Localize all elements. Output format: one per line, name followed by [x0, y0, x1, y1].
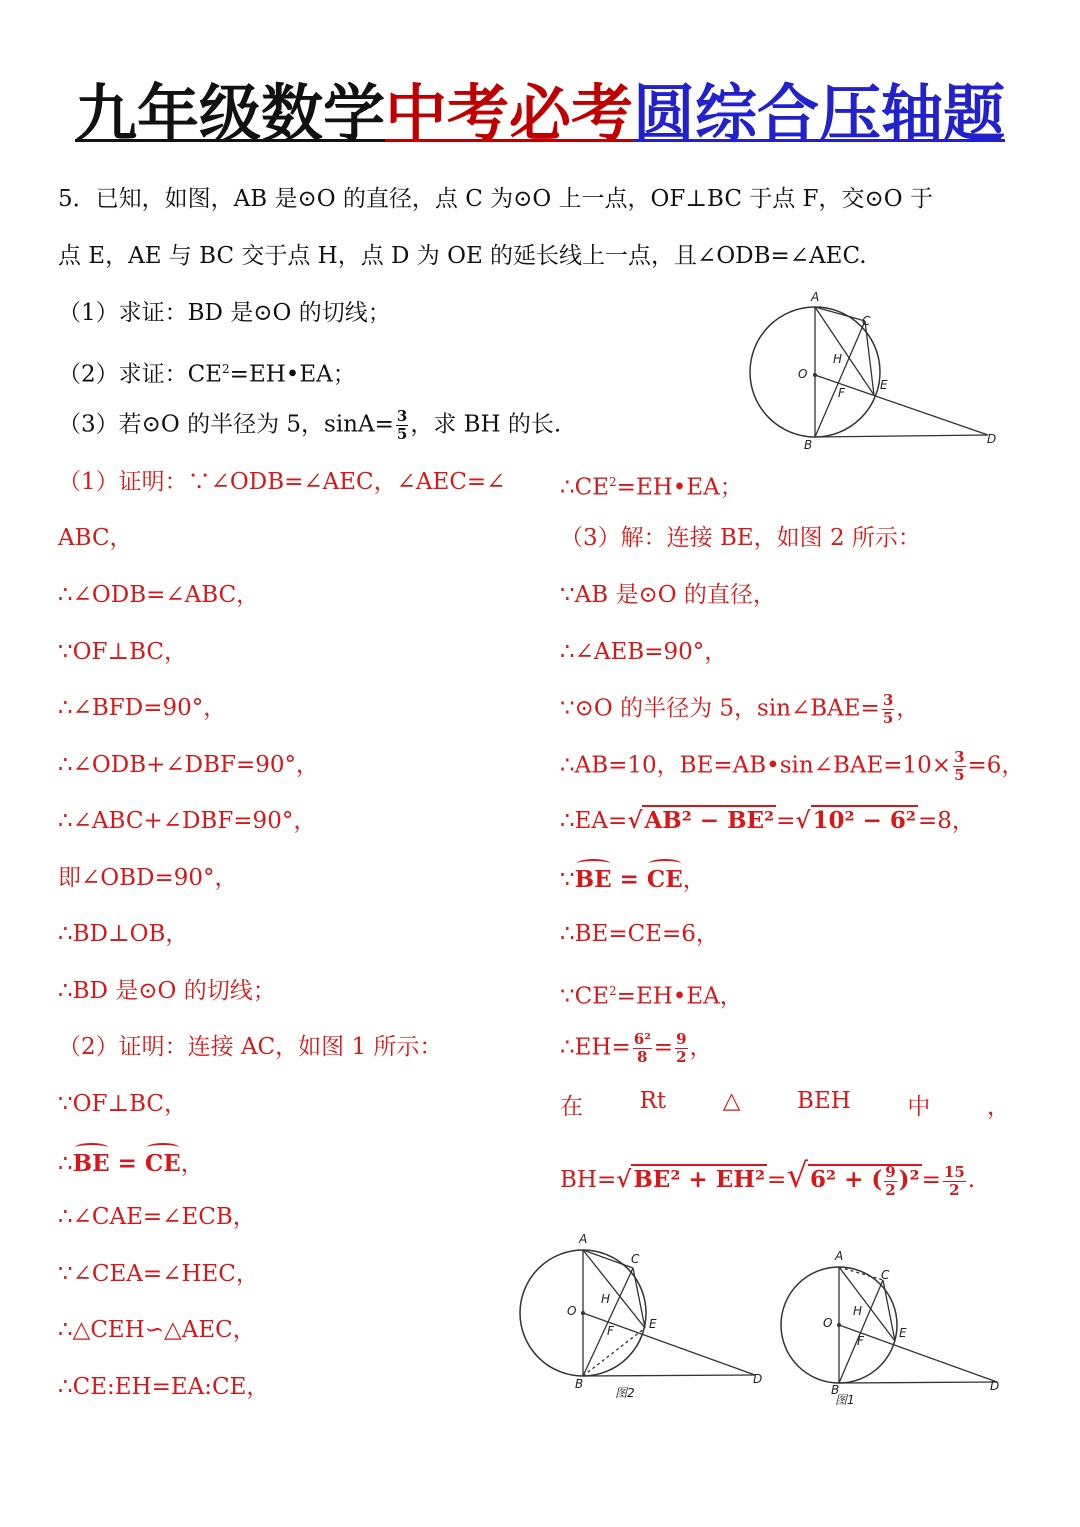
r6-post: =6，: [967, 752, 1025, 779]
sol-left-11: （2）证明：连接 AC，如图 1 所示：: [58, 1034, 443, 1060]
r7-radicand-1: AB² − BE²: [644, 807, 775, 834]
fig1-label-h: H: [853, 1304, 863, 1318]
sol-left-6: ∴∠ODB+∠DBF=90°，: [58, 752, 319, 778]
r13-eq: =: [767, 1167, 787, 1193]
r5-den: 5: [882, 709, 894, 727]
r1-post: =EH•EA；: [616, 474, 743, 501]
r11-pre: ∴EH=: [560, 1034, 631, 1061]
fig2-label-c: C: [631, 1252, 640, 1266]
r13-eq2: =: [921, 1167, 941, 1193]
arc-equals-2: =: [611, 866, 647, 893]
sol-right-7: [560, 805, 975, 837]
main-figure: [740, 285, 1010, 455]
q2-pre: （2）求证：CE: [58, 361, 223, 388]
r13-num: 15: [943, 1162, 965, 1181]
label-f: F: [838, 386, 845, 400]
label-e: E: [880, 378, 888, 392]
label-d: D: [987, 432, 997, 446]
r5-fraction: [882, 692, 894, 727]
sol-right-1: [560, 466, 743, 504]
r13-inner-fraction: [884, 1164, 896, 1199]
r13-inner-num: 9: [885, 1162, 896, 1181]
arc-equals: =: [109, 1150, 145, 1177]
because-sign: ∵: [560, 867, 575, 893]
q2-post: =EH•EA；: [229, 361, 356, 388]
sol-left-4: ∵OF⊥BC，: [58, 639, 188, 665]
sol-left-2: ABC，: [58, 525, 133, 551]
arc-ce: CE: [145, 1146, 181, 1180]
title-part-1: 九年级数学: [74, 77, 385, 150]
arc-be: BE: [73, 1146, 110, 1180]
sol-left-13: [58, 1146, 204, 1180]
q3-pre: （3）若⊙O 的半径为 5，sinA=: [58, 411, 394, 438]
r11-num-1: 6²: [633, 1030, 651, 1048]
r1-sup: 2: [609, 475, 617, 489]
fig2-label-h: H: [601, 1292, 611, 1306]
r13-radicand-1: BE² + EH²: [633, 1166, 766, 1193]
arc-tail-2: ，: [682, 867, 706, 893]
r11-fraction-2: [675, 1031, 687, 1066]
fig1-label-d: D: [990, 1379, 1000, 1393]
r12-word-1: 在: [560, 1094, 583, 1120]
sol-left-8: 即∠OBD=90°，: [58, 865, 238, 891]
question-2: [58, 353, 356, 391]
r12-word-4: BEH: [797, 1088, 851, 1114]
fig2-label-e: E: [649, 1317, 657, 1331]
r13-inner-den: 2: [885, 1180, 896, 1199]
r7-mid: =: [776, 808, 796, 834]
fig1-label-c: C: [881, 1268, 890, 1282]
problem-line-1: 5．已知，如图，AB 是⊙O 的直径，点 C 为⊙O 上一点，OF⊥BC 于点 F，交⊙O 于: [58, 186, 933, 212]
fig2-label-b: B: [575, 1377, 584, 1391]
therefore-sign: ∴: [58, 1151, 73, 1177]
sol-right-3: ∵AB 是⊙O 的直径，: [560, 582, 776, 608]
sol-right-6: [560, 749, 1024, 784]
r12-word-5: 中: [907, 1094, 931, 1120]
r11-eq: =: [653, 1034, 674, 1061]
sol-left-12: ∵OF⊥BC，: [58, 1091, 188, 1117]
fig1-caption: 图1: [835, 1393, 855, 1407]
q2-sup: 2: [222, 362, 230, 376]
sol-right-8: [560, 862, 706, 896]
arc-ce-2: CE: [647, 862, 683, 896]
label-o: O: [798, 367, 808, 381]
r7-sqrt-2: √10² − 6²: [795, 807, 916, 834]
r10-post: =EH•EA，: [616, 983, 743, 1010]
arc-be-2: BE: [575, 862, 612, 896]
r10-pre: ∵CE: [560, 983, 610, 1010]
r12-word-3: △: [722, 1088, 741, 1114]
r5-num: 3: [882, 691, 894, 709]
sol-right-11: [560, 1031, 713, 1066]
fig2-label-o: O: [567, 1304, 577, 1318]
sol-left-3: ∴∠ODB=∠ABC，: [58, 582, 260, 608]
r11-den-1: 8: [637, 1048, 648, 1066]
r7-post: =8，: [918, 808, 975, 834]
r5-pre: ∵⊙O 的半径为 5，sin∠BAE=: [560, 695, 880, 722]
r13-radicand-2: [808, 1162, 922, 1199]
sol-left-9: ∴BD⊥OB，: [58, 921, 189, 947]
r13-den: 2: [949, 1180, 960, 1199]
label-b: B: [804, 438, 813, 452]
fig2-label-f: F: [607, 1324, 614, 1338]
r13-fraction: [943, 1164, 966, 1199]
r12-word-2: Rt: [639, 1088, 667, 1114]
r6-num: 3: [954, 748, 965, 766]
sol-right-13: [560, 1156, 976, 1199]
r7-sqrt-1: √AB² − BE²: [627, 807, 775, 834]
r11-fraction-1: [633, 1031, 652, 1066]
r10-sup: 2: [609, 984, 617, 998]
fig2-label-a: A: [579, 1232, 588, 1246]
q3-den: 5: [396, 425, 408, 443]
sol-left-14: ∴∠CAE=∠ECB，: [58, 1204, 256, 1230]
label-h: H: [833, 352, 843, 366]
sol-right-2: （3）解：连接 BE，如图 2 所示：: [560, 525, 921, 551]
r13-pre: BH=: [560, 1167, 617, 1193]
r11-num-2: 9: [676, 1030, 687, 1048]
q3-post: ，求 BH 的长.: [410, 411, 562, 438]
r11-post: ，: [689, 1034, 713, 1061]
sol-left-7: ∴∠ABC+∠DBF=90°，: [58, 808, 317, 834]
label-c: C: [862, 314, 871, 328]
fig1-label-a: A: [835, 1249, 844, 1263]
sol-right-5: [560, 692, 919, 727]
r5-post: ，: [896, 695, 920, 722]
problem-line-2: 点 E，AE 与 BC 交于点 H，点 D 为 OE 的延长线上一点，且∠ODB=∠AEC.: [58, 243, 867, 269]
question-3: [58, 408, 561, 443]
r13-rad2b: )²: [898, 1166, 920, 1193]
question-1: （1）求证：BD 是⊙O 的切线；: [58, 300, 391, 326]
r6-pre: ∴AB=10，BE=AB•sin∠BAE=10×: [560, 752, 952, 779]
r6-den: 5: [954, 766, 965, 784]
q3-num: 3: [396, 407, 408, 425]
title-part-3: 圆综合压轴题: [633, 77, 1006, 150]
r13-rad2a: 6² + (: [809, 1166, 883, 1193]
r13-sqrt-2: √6² + ( $\frac{9}{2}$ )²: [786, 1156, 920, 1199]
sol-left-5: ∴∠BFD=90°，: [58, 695, 227, 721]
label-a: A: [811, 290, 820, 304]
r1-pre: ∴CE: [560, 474, 610, 501]
r12-word-6: ，: [986, 1094, 1010, 1120]
sol-right-4: ∴∠AEB=90°，: [560, 639, 728, 665]
sol-left-17: ∴CE:EH=EA:CE，: [58, 1374, 270, 1400]
fig1-label-f: F: [857, 1334, 864, 1348]
r13-post: .: [967, 1167, 976, 1193]
fig2-caption: 图2: [615, 1386, 635, 1400]
sol-left-15: ∵∠CEA=∠HEC，: [58, 1261, 259, 1287]
sol-right-10: [560, 975, 743, 1013]
fig2-label-d: D: [753, 1372, 763, 1386]
r13-sqrt-1: √BE² + EH²: [616, 1166, 766, 1193]
fig1-label-e: E: [899, 1326, 907, 1340]
r6-fraction: [953, 749, 965, 784]
r7-pre: ∴EA=: [560, 808, 628, 834]
figure-2: [515, 1225, 775, 1405]
figure-1: [775, 1245, 1015, 1410]
q3-fraction: [396, 408, 408, 443]
r11-den-2: 2: [676, 1048, 687, 1066]
page-title: [0, 72, 1080, 156]
sol-left-10: ∴BD 是⊙O 的切线；: [58, 978, 276, 1004]
r7-radicand-2: 10² − 6²: [812, 807, 916, 834]
arc-tail: ，: [180, 1151, 204, 1177]
fig1-label-o: O: [823, 1316, 833, 1330]
sol-right-9: ∴BE=CE=6，: [560, 921, 719, 947]
sol-right-12: [560, 1088, 1010, 1121]
sol-left-1: （1）证明：∵∠ODB=∠AEC，∠AEC=∠: [58, 469, 506, 495]
fig1-label-b: B: [831, 1383, 840, 1397]
sol-left-16: ∴△CEH∽△AEC，: [58, 1317, 256, 1343]
title-part-2: 中考必考: [384, 77, 633, 150]
